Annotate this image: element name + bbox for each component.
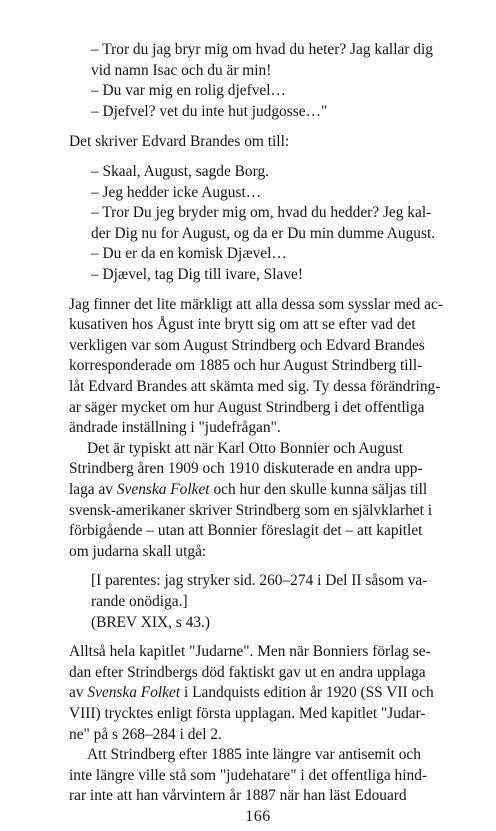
- text-line: – Tror du jag bryr mig om hvad du heter? Jag kallar dig: [91, 41, 433, 58]
- book-title: Svenska Folket: [87, 684, 181, 702]
- text-line: – Tror Du jeg bryder mig om, hvad du hedder? Jeg kal-: [91, 204, 432, 222]
- text-line: [I parentes: jag stryker sid. 260–274 i Del II såsom va-: [91, 572, 428, 590]
- text-line: verkligen var som August Strindberg och Edvard Brandes: [69, 336, 425, 354]
- text-line: rande onödiga.]: [91, 593, 188, 610]
- text-line: VIII) trycktes enligt första upplagan. Med kapitlet "Judar-: [69, 705, 426, 722]
- text-line: Att Strindberg efter 1885 inte längre var antisemit och: [87, 746, 421, 764]
- text-line: Alltså hela kapitlet "Judarne". Men när Bonniers förlag se-: [69, 643, 431, 661]
- book-title: Svenska Folket: [116, 481, 210, 498]
- text-line: ar säger mycket om hur August Strindberg i det offentliga: [69, 398, 425, 416]
- text-line: Strindberg åren 1909 och 1910 diskuterade en andra upp-: [69, 460, 423, 478]
- text-line: Det är typiskt att när Karl Otto Bonnier och August: [87, 439, 403, 457]
- text-line: rar inte att han vårvintern år 1887 när han läst Edouard: [69, 787, 407, 805]
- text-line: (BREV XIX, s 43.): [91, 613, 210, 631]
- text-line: dan efter Strindbergs död faktiskt gav ut en andra upplaga: [69, 663, 426, 681]
- text-line: – Djefvel? vet du inte hut judgosse…": [91, 102, 328, 120]
- page-number: 166: [245, 808, 271, 825]
- text-line: inte längre ville stå som "judehatare" i det offentliga hind-: [69, 766, 428, 784]
- text-line: – Djævel, tag Dig till ivare, Slave!: [91, 266, 304, 283]
- text-line: vid namn Isac och du är min!: [91, 61, 272, 79]
- text-line: – Skaal, August, sagde Borg.: [91, 163, 269, 180]
- text-line: kusativen hos Ågust inte brytt sig om att se efter vad det: [69, 316, 416, 334]
- text-line: av Svenska Folket i Landquists edition år 1920 (SS VII och: [69, 684, 434, 702]
- text-line: – Du er da en komisk Djævel…: [91, 245, 287, 263]
- text-line: ändrade inställning i "judefrågan".: [69, 419, 281, 437]
- text-line: – Du var mig en rolig djefvel…: [91, 82, 286, 100]
- text-line: der Dig nu for August, og da er Du min dumme August.: [91, 224, 436, 242]
- text-line: korresponderade om 1885 och hur August Strindberg till-: [69, 357, 423, 375]
- text-line: svensk-amerikaner skriver Strindberg som en självklarhet i: [69, 501, 433, 519]
- text-line: ne" på s 268–284 i del 2.: [69, 725, 222, 743]
- text-line: Det skriver Edvard Brandes om till:: [69, 133, 290, 151]
- text-line: laga av Svenska Folket och hur den skulle kunna säljas till: [69, 481, 428, 498]
- text-line: – Jeg hedder icke August…: [91, 183, 262, 201]
- text-line: Jag finner det lite märkligt att alla dessa som sysslar med ac-: [69, 295, 443, 313]
- text-line: om judarna skall utgå:: [69, 542, 207, 560]
- text-line: låt Edvard Brandes att skämta med sig. Ty dessa förändring-: [69, 378, 441, 395]
- text-line: förbigående – utan att Bonnier föreslagit det – att kapitlet: [69, 522, 423, 540]
